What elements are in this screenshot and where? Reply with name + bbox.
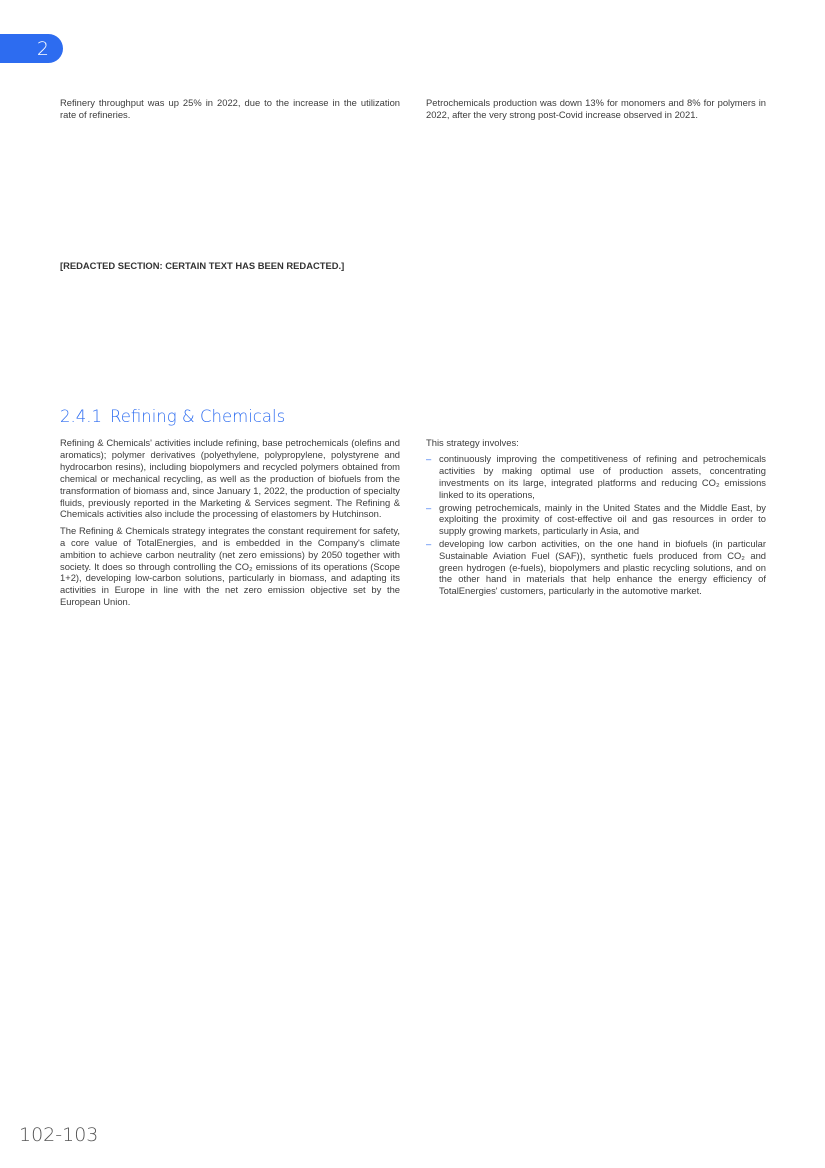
list-item: – developing low carbon activities, on the one hand in biofuels (in particular Sustainable Aviation Fuel (SAF)), synthetic fuels produced from CO₂ and green hydrogen (e-fuels), biopolymers and plastic recycling solutions, and on the other hand in materials that help enhance the energy efficiency of TotalEnergies' customers, particularly in the automotive market.: [426, 538, 766, 598]
intro-left-paragraph: Refinery throughput was up 25% in 2022, due to the increase in the utilization rate of refineries.: [60, 97, 400, 120]
strategy-list: [426, 453, 766, 597]
intro-left-column: [60, 97, 400, 125]
list-item: – growing petrochemicals, mainly in the United States and the Middle East, by exploiting the proximity of cost-effective oil and gas resources in order to supply growing markets, particularly in Asia, and: [426, 502, 766, 538]
section-right-column: [426, 437, 766, 598]
section-left-column: [60, 437, 400, 613]
redacted-notice: [REDACTED SECTION: CERTAIN TEXT HAS BEEN REDACTED.]: [60, 260, 345, 271]
chapter-tab: [0, 34, 63, 63]
page-number: 102-103: [19, 1124, 99, 1146]
section-number: 2.4.1: [60, 407, 102, 426]
chapter-number: 2: [36, 37, 49, 60]
intro-right-column: [426, 97, 766, 125]
section-paragraph: Refining & Chemicals' activities include refining, base petrochemicals (olefins and aromatics); polymer derivatives (polyethylene, polypropylene, polystyrene and hydrocarbon resins), including biopolymers and recycled polymers obtained from chemical or mechanical recycling, as well as the production of biofuels from the transformation of biomass and, since January 1, 2022, the production of specialty fluids, previously reported in the Marketing & Services segment. The Refining & Chemicals activities also include the processing of elastomers by Hutchinson.: [60, 437, 400, 520]
strategy-intro: This strategy involves:: [426, 437, 519, 448]
intro-right-paragraph: Petrochemicals production was down 13% for monomers and 8% for polymers in 2022, after the very strong post-Covid increase observed in 2021.: [426, 97, 766, 120]
list-item: – continuously improving the competitiveness of refining and petrochemicals activities by making optimal use of production assets, concentrating investments on its large, integrated platforms and reducing CO₂ emissions linked to its operations,: [426, 453, 766, 501]
section-title: Refining & Chemicals: [109, 407, 286, 426]
section-paragraph: The Refining & Chemicals strategy integrates the constant requirement for safety, a core value of TotalEnergies, and is embedded in the Company's climate ambition to achieve carbon neutrality (net zero emissions) by 2050 together with society. It does so through controlling the CO₂ emissions of its operations (Scope 1+2), developing low-carbon solutions, particularly in biomass, and adapting its activities in Europe in line with the net zero emission objective set by the European Union.: [60, 524, 400, 608]
section-heading: [60, 407, 285, 426]
